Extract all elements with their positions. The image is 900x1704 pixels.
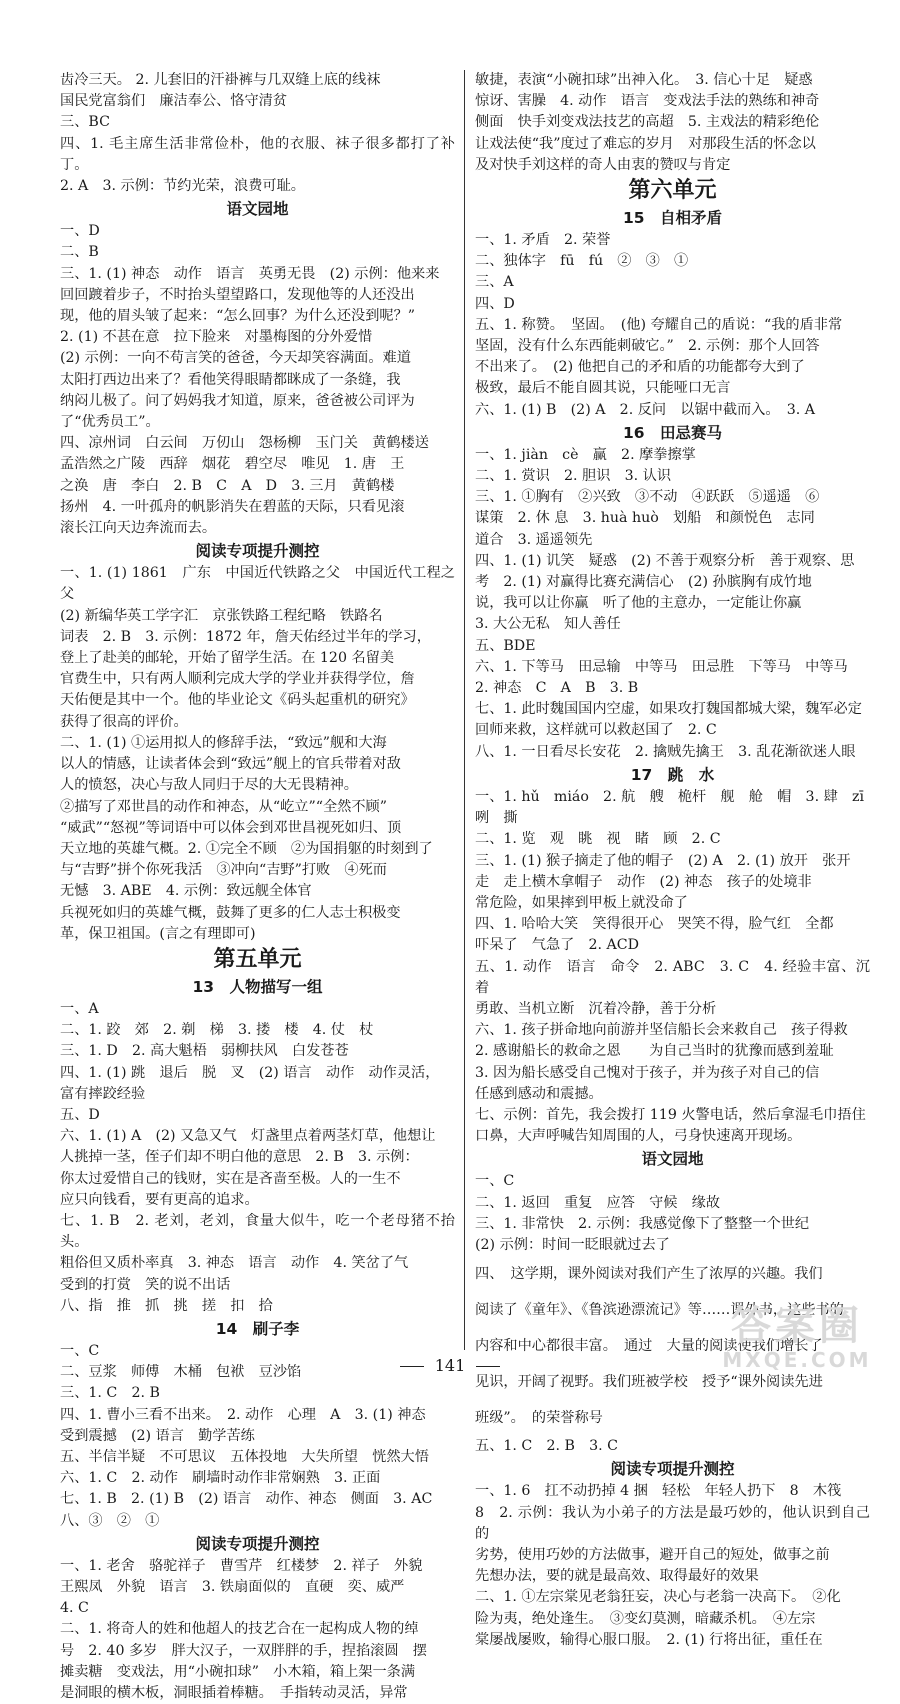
answer-line: 六、1. (1) B (2) A 2. 反问 以锯中截而入。 3. A [475,401,815,418]
answer-line: 四、1. 曹小三看不出来。 2. 动作 心理 A 3. (1) 神态 [60,1406,426,1423]
answer-line: 以人的情感，让读者体会到“致远”舰上的官兵带着对敌 [60,756,401,773]
answer-line: 人的愤怒，决心与敌人同归于尽的大无畏精神。 [60,777,358,794]
answer-line: 天佑便是其中一个。他的毕业论文《码头起重机的研究》 [60,692,415,709]
section-heading: 阅读专项提升测控 [610,1460,735,1479]
answer-line: 三、1. (1) 神态 动作 语言 英勇无畏 (2) 示例：他来来 [60,265,440,282]
answer-line: 一、A [60,1000,99,1017]
answer-line: 3. 因为船长感受自己愧对于孩子，并为孩子对自己的信 [475,1064,820,1081]
answer-line: 齿冷三天。 2. 儿套旧的汗褂裤与几双缝上底的线袜 [60,72,381,88]
answer-line: 让戏法使“我”度过了难忘的岁月 对那段生活的怀念以 [475,135,816,152]
answer-line: 七、1. 此时魏国国内空虚，如果攻打魏国都城大梁，魏军必定 [475,701,862,718]
answer-line: (2) 示例：时间一眨眼就过去了 [475,1236,670,1253]
unit-heading: 第六单元 [628,178,717,204]
answer-line: 3. 大公无私 知人善任 [475,616,621,633]
answer-line: 号 2. 40 多岁 胖大汉子，一双胖胖的手，捏掐滚圆 摆 [60,1642,427,1659]
answer-line: 及对快手刘这样的奇人由衷的赞叹与肯定 [475,156,731,173]
answer-line: 二、1. 返回 重复 应答 守候 缘故 [475,1194,721,1211]
answer-line: 王熙凤 外貌 语言 3. 铁扇面似的 直硬 奕、威严 [60,1579,405,1595]
right-column [475,70,870,1651]
answer-line: 班级”。 的荣誉称号 [475,1410,603,1427]
answer-line: 七、1. B 2. (1) B (2) 语言 动作、神态 侧面 3. AC [60,1491,433,1508]
left-column [60,70,455,1704]
answer-line: 天立地的英雄气概。2. ①完全不顾 ②为国捐躯的时刻到了 [60,840,433,857]
answer-line: 三、1. 非常快 2. 示例：我感觉像下了整整一个世纪 [475,1215,810,1232]
answer-line: 无憾 3. ABE 4. 示例：致远舰全体官 [60,883,312,900]
section-heading: 14 刷子李 [215,1319,300,1338]
answer-line: 回回踱着步子，不时抬头望望路口，发现他等的人还没出 [60,286,415,303]
answer-line: 坚固，没有什么东西能刺破它。” 2. 示例：那个人回答 [475,338,820,355]
answer-line: 五、BDE [475,637,536,654]
answer-line: 一、1. (1) 1861 广东 中国近代铁路之父 中国近代工程之父 [60,565,455,603]
answer-line: 滚长江向天边奔流而去。 [60,520,217,537]
answer-line: 你太过爱惜自己的钱财，实在是吝啬至极。人的一生不 [60,1170,401,1187]
watermark-domain: MXQE.COM [722,1348,872,1372]
answer-line: 词表 2. B 3. 示例：1872 年，詹天佑经过半年的学习， [60,628,431,645]
section-heading: 语文园地 [641,1150,704,1169]
answer-line: 四、凉州词 白云间 万仞山 怨杨柳 玉门关 黄鹤楼送 [60,435,429,452]
answer-line: 任感到感动和震撼。 [475,1085,603,1102]
answer-line: (2) 示例：一向不苟言笑的爸爸，今天却笑容满面。难道 [60,350,411,367]
answer-line: 八、1. 一日看尽长安花 2. 擒贼先擒王 3. 乱花渐欲迷人眼 [475,743,856,760]
section-heading: 阅读专项提升测控 [195,542,320,561]
answer-line: 敏捷，表演“小碗扣球”出神入化。 3. 信心十足 疑惑 [475,72,813,88]
answer-line: 七、示例：首先，我会拨打 119 火警电话，然后拿湿毛巾捂住 [475,1106,866,1123]
answer-line: 五、1. 动作 语言 命令 2. ABC 3. C 4. 经验丰富、沉着 [475,958,870,996]
answer-line: 纳闷儿极了。问了妈妈我才知道，原来，爸爸被公司评为 [60,392,415,409]
answer-line: 六、1. 下等马 田忌输 中等马 田忌胜 下等马 中等马 [475,658,848,675]
answer-line: 三、1. (1) 猴子摘走了他的帽子 (2) A 2. (1) 放开 张开 [475,852,851,869]
answer-line: 四、1. (1) 跳 退后 脱 叉 (2) 语言 动作 动作灵活， [60,1064,440,1081]
answer-line: 咧 撕 [475,810,518,827]
answer-line: 是洞眼的横木板，洞眼插着棒糖。 手指转动灵活，异常 [60,1685,408,1702]
answer-line: 之涣 唐 李白 2. B C A D 3. 三月 黄鹤楼 [60,477,395,494]
answer-line: 棠屡战屡败，输得心服口服。 2. (1) 行将出征，重任在 [475,1631,823,1648]
answer-line: 登上了赴美的邮轮，开始了留学生活。在 120 名留美 [60,650,395,667]
answer-line: 惊讶、害臊 4. 动作 语言 变戏法手法的熟练和神奇 [475,93,820,110]
answer-line: 粗俗但又质朴率真 3. 神态 语言 动作 4. 笑岔了气 [60,1255,409,1272]
watermark-logo [702,1304,892,1384]
answer-line: 8 2. 示例：我认为小弟子的方法是最巧妙的，他认识到自己的 [475,1504,870,1542]
answer-line: 五、半信半疑 不可思议 五体投地 大失所望 恍然大悟 [60,1448,429,1465]
section-heading: 16 田忌赛马 [622,423,723,442]
answer-line: 考 2. (1) 对赢得比赛充满信心 (2) 孙膑胸有成竹地 [475,574,812,591]
answer-line: 阅读了《童年》、《鲁滨逊漂流记》等……课外书，这些书的 [475,1302,844,1319]
answer-line: 见识，开阔了视野。我们班被学校 授予“课外阅读先进 [475,1374,823,1391]
answer-line: 摊卖糖 变戏法，用“小碗扣球” 小木箱，箱上架一条满 [60,1663,416,1680]
answer-line: 五、D [60,1106,100,1123]
answer-line: 一、1. 老舍 骆驼祥子 曹雪芹 红楼梦 2. 祥子 外貌 [60,1557,423,1574]
answer-line: 三、1. C 2. B [60,1385,160,1402]
answer-line: 劣势，使用巧妙的方法做事，避开自己的短处，做事之前 [475,1546,830,1563]
answer-line: 极致，最后不能自圆其说，只能哑口无言 [475,380,731,397]
answer-line: 2. 感谢船长的救命之恩 为自己当时的犹豫而感到羞耻 [475,1043,834,1060]
answer-line: 扬州 4. 一叶孤舟的帆影消失在碧蓝的天际，只看见滚 [60,498,405,515]
answer-line: 二、1. 将奇人的姓和他超人的技艺合在一起构成人物的绰 [60,1621,419,1638]
answer-line: 内容和中心都很丰富。 通过 大量的阅读使我们增长了 [475,1338,823,1355]
section-heading: 15 自相矛盾 [622,209,723,228]
answer-line: 一、C [475,1173,515,1190]
answer-line: 勇敢、当机立断 沉着冷静，善于分析 [475,1000,717,1017]
answer-line: 国民党富翁们 廉洁奉公、恪守清贫 [60,93,288,110]
answer-line: 五、1. 称赞。 坚固。 (他) 夸耀自己的盾说：“我的盾非常 [475,316,843,333]
answer-line: 谋策 2. 休 息 3. huà huò 划船 和颜悦色 志同 [475,510,815,527]
column-divider [464,70,465,1350]
answer-line: 太阳打西边出来了？看他笑得眼睛都眯成了一条缝，我 [60,371,401,388]
answer-line: 2. A 3. 示例：节约光荣，浪费可耻。 [60,178,305,195]
answer-line: 孟浩然之广陵 西辞 烟花 碧空尽 唯见 1. 唐 王 [60,456,405,473]
answer-line: 二、1. ①左宗棠见老翁狂妄，决心与老翁一决高下。 ②化 [475,1589,841,1606]
answer-line: 八、指 推 抓 挑 搓 扣 拾 [60,1297,273,1314]
answer-line: 一、1. hǔ miáo 2. 航 艘 桅杆 舰 舱 帽 3. 肆 zī [475,788,864,805]
unit-heading: 第五单元 [213,946,302,972]
answer-line: 四、1. (1) 讥笑 疑惑 (2) 不善于观察分析 善于观察、思 [475,552,855,569]
answer-line: 侧面 快手刘变戏法技艺的高超 5. 主戏法的精彩绝伦 [475,114,820,131]
answer-line: 三、1. ①胸有 ②兴致 ③不动 ④跃跃 ⑤遥遥 ⑥ [475,489,820,506]
answer-line: 不出来了。 (2) 他把自己的矛和盾的功能都夸大到了 [475,359,805,376]
answer-line: 兵视死如归的英雄气概，鼓舞了更多的仁人志士积极变 [60,904,401,921]
answer-line: 七、1. B 2. 老刘，老刘，食量大似牛，吃一个老母猪不抬头。 [60,1212,455,1251]
answer-line: 一、1. 矛盾 2. 荣誉 [475,232,611,249]
answer-line: 三、1. D 2. 高大魁梧 弱柳扶风 白发苍苍 [60,1043,349,1060]
page-number: 141 [434,1356,466,1375]
answer-line: 一、C [60,1342,100,1359]
answer-line: 官费生中，只有两人顺利完成大学的学业并获得学位，詹 [60,671,415,688]
section-heading: 阅读专项提升测控 [195,1534,320,1553]
answer-line: 人挑掉一茎，侄子们却不明白他的意思 2. B 3. 示例： [60,1149,419,1166]
answer-line: 受到的打赏 笑的说不出话 [60,1276,231,1293]
answer-line: 先想办法，要的就是最高效、取得最好的效果 [475,1568,759,1585]
watermark-text: 答案圈 [731,1303,863,1349]
answer-line: 二、豆浆 师傅 木桶 包袱 豆沙馅 [60,1364,302,1381]
answer-line: 一、1. jiàn cè 赢 2. 摩拳擦掌 [475,446,696,463]
answer-line: 险为夷，绝处逢生。 ③变幻莫测，暗藏杀机。 ④左宗 [475,1610,816,1627]
answer-line: 应只向钱看，要有更高的追求。 [60,1191,259,1208]
answer-line: 4. C [60,1600,89,1617]
answer-line: 八、③ ② ① [60,1512,160,1529]
answer-line: 回师来救，这样就可以救赵国了 2. C [475,722,717,739]
answer-line: 一、D [60,223,100,240]
answer-line: 二、B [60,244,99,261]
answer-line: 三、BC [60,114,110,131]
answer-line: 二、1. 跤 郊 2. 剃 梯 3. 搂 楼 4. 仗 杖 [60,1022,374,1039]
answer-line: 与“吉野”拼个你死我活 ③冲向“吉野”打败 ④死而 [60,862,387,879]
answer-line: 一、1. 6 扛不动扔掉 4 捆 轻松 年轻人扔下 8 木筏 [475,1483,842,1500]
answer-line: 二、独体字 fū fú ② ③ ① [475,253,689,270]
section-heading: 17 跳 水 [630,765,715,784]
answer-line: 了“优秀员工”。 [60,414,160,431]
answer-line: 走 走上横木拿帽子 动作 (2) 神态 孩子的处境非 [475,873,812,890]
answer-line: 道合 3. 遥遥领先 [475,531,593,548]
answer-line: 常危险，如果摔到甲板上就没命了 [475,894,688,911]
answer-line: 现，他的眉头皱了起来：“怎么回事？为什么还没到呢？” [60,308,416,325]
answer-line: “威武”“怒视”等词语中可以体会到邓世昌视死如归、顶 [60,819,402,836]
answer-line: 六、1. (1) A (2) 又急又气 灯盏里点着两茎灯草，他想让 [60,1128,436,1145]
answer-line: 富有摔跤经验 [60,1085,146,1102]
answer-line: 2. 神态 C A B 3. B [475,680,639,697]
answer-line: 三、A [475,274,514,291]
answer-line: 受到震撼 (2) 语言 勤学苦练 [60,1427,255,1444]
answer-line: ②描写了邓世昌的动作和神态，从“屹立”“全然不顾” [60,798,387,815]
answer-line: 二、1. (1) ①运用拟人的修辞手法，“致远”舰和大海 [60,734,387,751]
answer-line: 二、1. 览 观 眺 视 睹 顾 2. C [475,831,721,848]
section-heading: 语文园地 [226,200,289,219]
answer-line: 四、 这学期，课外阅读对我们产生了浓厚的兴趣。我们 [475,1266,823,1283]
answer-line: 四、1. 毛主席生活非常俭朴，他的衣服、袜子很多都打了补丁。 [60,135,455,173]
section-heading: 13 人物描写一组 [192,977,323,996]
answer-line: 四、1. 哈哈大笑 笑得很开心 哭笑不得，脸气红 全都 [475,916,834,933]
answer-line: 二、1. 赏识 2. 胆识 3. 认识 [475,468,672,485]
footer-dash-right [476,1366,500,1367]
answer-line: 四、D [475,295,515,312]
answer-line: 六、1. 孩子拼命地向前游并坚信船长会来救自己 孩子得救 [475,1022,848,1039]
answer-line: 吓呆了 气急了 2. ACD [475,937,640,954]
answer-line: 获得了很高的评价。 [60,713,188,730]
answer-line: 革，保卫祖国。(言之有理即可) [60,925,256,942]
answer-line: 说，我可以让你赢 听了他的主意办，一定能让你赢 [475,595,802,612]
answer-line: (2) 新编华英工学字汇 京张铁路工程纪略 铁路名 [60,607,383,624]
answer-line: 五、1. C 2. B 3. C [475,1438,619,1455]
answer-line: 2. (1) 不甚在意 拉下脸来 对墨梅图的分外爱惜 [60,329,373,346]
answer-line: 口鼻，大声呼喊告知周围的人，弓身快速离开现场。 [475,1128,802,1145]
answer-line: 六、1. C 2. 动作 刷墙时动作非常娴熟 3. 正面 [60,1470,381,1487]
footer-dash-left [400,1366,424,1367]
